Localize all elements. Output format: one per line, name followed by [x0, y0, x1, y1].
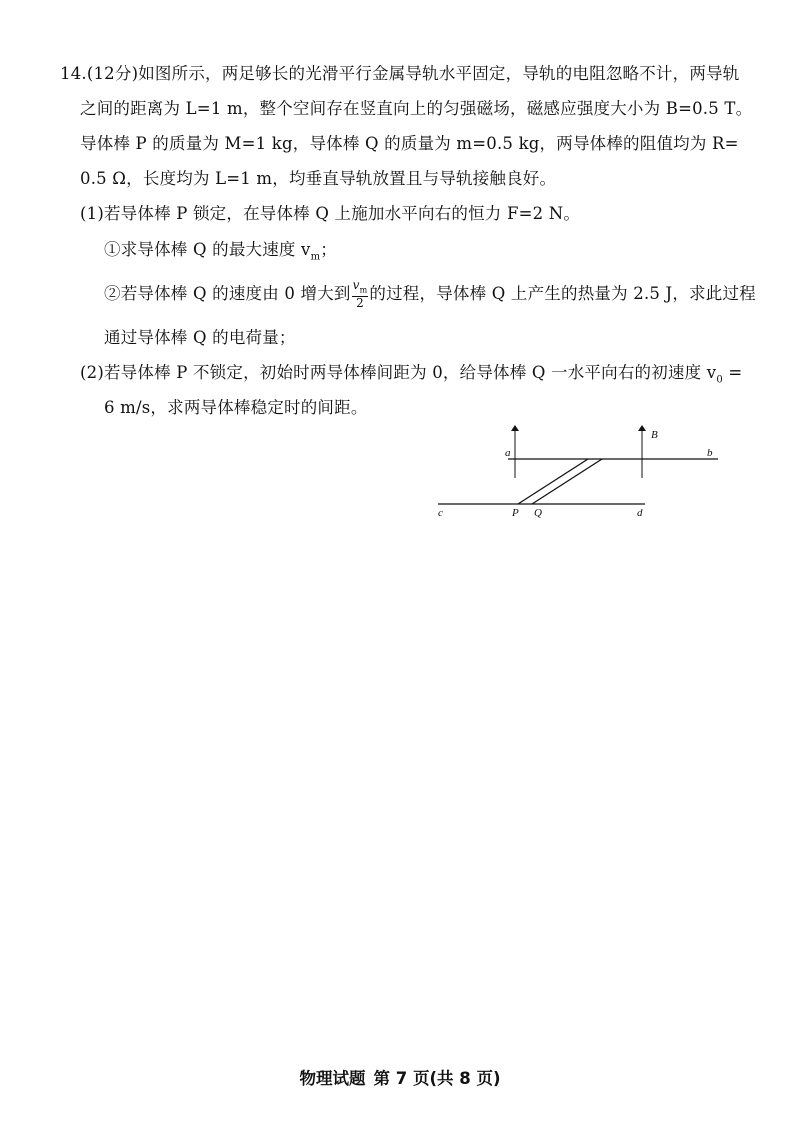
part2-line1-before: 若导体棒 P 不锁定，初始时两导体棒间距为 0，给导体棒 Q 一水平向右的初速度 v — [103, 363, 717, 382]
rod-Q — [532, 459, 602, 504]
part1-sub2-after: 的过程，导体棒 Q 上产生的热量为 2.5 J，求此过程 — [369, 284, 756, 304]
part1-label: (1) — [80, 204, 104, 223]
fraction-vm-over-2 — [352, 279, 369, 310]
part2-line-2: 6 m/s，求两导体棒稳定时的间距。 — [104, 398, 368, 417]
rod-P — [518, 459, 588, 504]
fraction-numerator-subscript: m — [359, 285, 368, 295]
label-B: B — [651, 429, 658, 441]
part1-text: 若导体棒 P 锁定，在导体棒 Q 上施加水平向右的恒力 F=2 N。 — [103, 204, 581, 223]
label-b: b — [707, 447, 713, 459]
question-line-1 — [60, 62, 739, 86]
footer-subject: 物理试题 — [299, 1069, 366, 1088]
part1-sub1 — [104, 238, 337, 269]
label-Q: Q — [534, 507, 542, 519]
label-P: P — [512, 507, 519, 519]
part1-sub1-text: ①求导体棒 Q 的最大速度 v — [104, 240, 311, 259]
fraction-numerator: v — [352, 278, 360, 292]
part1-sub2-before: ②若导体棒 Q 的速度由 0 增大到 — [104, 284, 351, 304]
footer-page: 第 7 页(共 8 页) — [373, 1069, 501, 1088]
label-d: d — [637, 507, 643, 519]
part1-sub2-line2: 通过导体棒 Q 的电荷量； — [104, 328, 296, 347]
part2-line-1 — [80, 361, 742, 392]
part2-line1-subscript: 0 — [716, 374, 723, 386]
label-c: c — [438, 507, 443, 519]
part2-line1-after: = — [722, 363, 743, 382]
question-score: (12分) — [86, 64, 139, 83]
question-number: 14. — [60, 64, 87, 83]
intro-line-3: 导体棒 P 的质量为 M=1 kg，导体棒 Q 的质量为 m=0.5 kg，两导体棒的阻值均为 R= — [80, 134, 739, 153]
label-a: a — [505, 447, 511, 459]
page-footer — [0, 1065, 800, 1089]
intro-line-2: 之间的距离为 L=1 m，整个空间存在竖直向上的匀强磁场，磁感应强度大小为 B=0.5 T。 — [80, 99, 753, 118]
part1-line — [80, 202, 580, 226]
part2-label: (2) — [80, 363, 104, 382]
fraction-denominator: 2 — [356, 296, 364, 311]
rail-diagram — [430, 420, 730, 525]
part1-sub2 — [104, 279, 756, 310]
part1-sub1-subscript: m — [310, 251, 321, 263]
part1-sub1-end: ； — [320, 240, 337, 259]
intro-line-4: 0.5 Ω，长度均为 L=1 m，均垂直导轨放置且与导轨接触良好。 — [80, 169, 557, 188]
intro-line-1: 如图所示，两足够长的光滑平行金属导轨水平固定，导轨的电阻忽略不计，两导轨 — [138, 64, 740, 83]
